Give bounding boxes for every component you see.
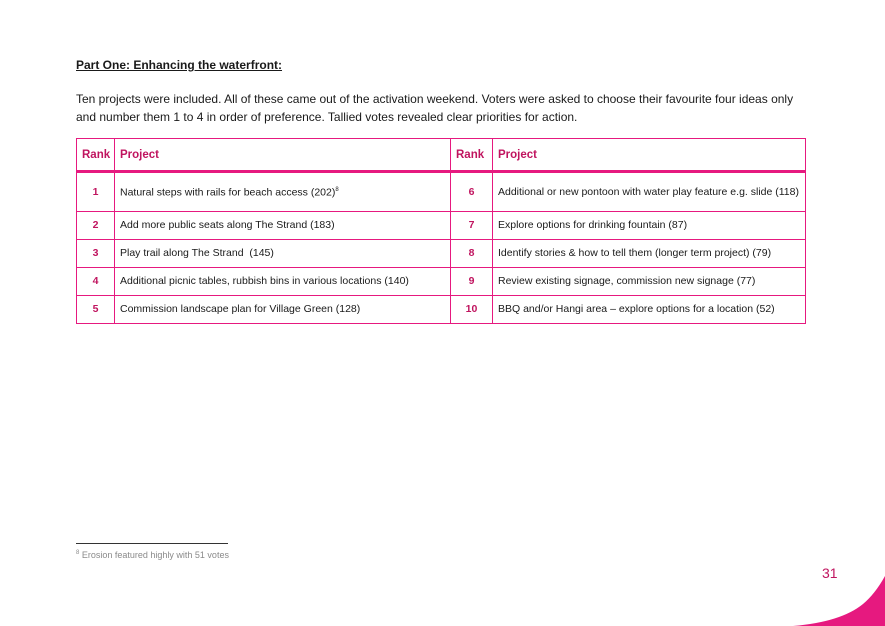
project-cell: Explore options for drinking fountain (87) [493,212,806,240]
project-header: Project [493,139,806,172]
priority-table [76,138,806,324]
footnote [76,550,229,560]
project-cell: Identify stories & how to tell them (longer term project) (79) [493,240,806,268]
table-row [77,296,806,324]
rank-cell: 10 [451,296,493,324]
table-header-row [77,139,806,172]
project-cell: Natural steps with rails for beach access (202)$^8$ [115,172,451,212]
table-row [77,212,806,240]
project-header: Project [115,139,451,172]
project-cell: Commission landscape plan for Village Green (128) [115,296,451,324]
project-cell: BBQ and/or Hangi area – explore options for a location (52) [493,296,806,324]
project-cell: Play trail along The Strand (145) [115,240,451,268]
table-row [77,268,806,296]
corner-decoration [793,576,885,626]
section-heading: Part One: Enhancing the waterfront: [76,58,283,72]
table-row [77,240,806,268]
rank-cell: 4 [77,268,115,296]
footnote-divider [76,543,228,544]
footnote-reference[interactable]: 8 [335,187,339,194]
footnote-text: Erosion featured highly with 51 votes [81,550,229,560]
rank-cell: 2 [77,212,115,240]
footnote-marker: 8 [76,550,80,556]
rank-cell: 1 [77,172,115,212]
rank-header: Rank [451,139,493,172]
rank-cell: 9 [451,268,493,296]
rank-cell: 6 [451,172,493,212]
rank-cell: 8 [451,240,493,268]
rank-cell: 5 [77,296,115,324]
rank-cell: 7 [451,212,493,240]
project-cell: Review existing signage, commission new signage (77) [493,268,806,296]
table-row [77,172,806,212]
project-cell: Add more public seats along The Strand (183) [115,212,451,240]
project-cell: Additional or new pontoon with water play feature e.g. slide (118) [493,172,806,212]
project-cell: Additional picnic tables, rubbish bins in various locations (140) [115,268,451,296]
page-number: 31 [822,565,838,581]
rank-cell: 3 [77,240,115,268]
rank-header: Rank [77,139,115,172]
intro-paragraph: Ten projects were included. All of these came out of the activation weekend. Voters were asked to choose their favourite four ideas only and number them 1 to 4 in order of preference. Tallied votes revealed clear priorities for action. [76,92,794,124]
